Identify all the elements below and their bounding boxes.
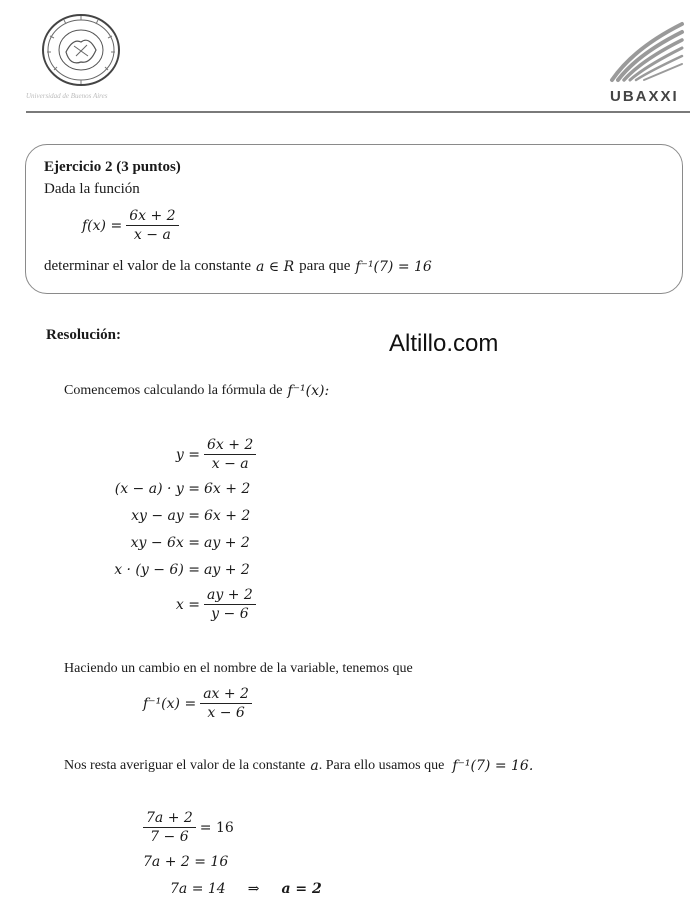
final-fraction-equation: [143, 810, 234, 845]
step3-text: Nos resta averiguar el valor de la constante: [64, 758, 306, 773]
ubaxxi-logo-text: UBAXXI: [610, 88, 679, 105]
derivation-row: [100, 481, 250, 497]
task-mid: para que: [299, 258, 351, 274]
task-condition: f⁻¹(7) = 16: [355, 258, 432, 275]
final-eq1-rhs: = 16: [199, 819, 234, 836]
derivation-lhs: (x − a) · y =: [114, 481, 200, 497]
derivation-denominator: x − a: [211, 456, 249, 472]
derivation-lhs: xy − 6x =: [130, 535, 200, 551]
derivation-row: [100, 437, 256, 472]
final-fraction-numerator: 7a + 2: [143, 810, 196, 828]
derivation-row: [100, 508, 250, 524]
implies-arrow-icon: ⇒: [247, 881, 260, 897]
function-lhs: f(x) =: [82, 217, 123, 234]
derivation-rhs: 6x + 2: [204, 508, 251, 524]
function-denominator: x − a: [133, 227, 171, 243]
ubaxxi-logo: [604, 18, 686, 104]
step2-text: Haciendo un cambio en el nombre de la variable, tenemos que: [64, 661, 413, 676]
function-numerator: 6x + 2: [126, 208, 178, 226]
step1-text: Comencemos calculando la fórmula de: [64, 383, 283, 398]
derivation-lhs: x =: [175, 596, 200, 613]
derivation-row: [100, 562, 250, 578]
derivation-lhs: y =: [175, 446, 200, 463]
derivation-numerator: ay + 2: [204, 587, 256, 605]
final-eq3-row: [170, 881, 322, 897]
derivation-rhs: ay + 2: [204, 562, 250, 578]
step3-mid: . Para ello usamos que: [318, 758, 445, 773]
derivation-row: [100, 535, 250, 551]
final-eq3: 7a = 14: [170, 881, 226, 897]
derivation-numerator: 6x + 2: [204, 437, 256, 455]
derivation-denominator: y − 6: [211, 606, 249, 622]
step1-sentence: [64, 383, 329, 399]
final-eq2: 7a + 2 = 16: [143, 854, 229, 870]
exercise-task: [44, 258, 432, 275]
step3-variable: a: [310, 758, 319, 774]
derivation-lhs: x · (y − 6) =: [114, 562, 200, 578]
inverse-denominator: x − 6: [207, 705, 245, 721]
inverse-function: [143, 686, 252, 721]
step3-sentence: [64, 758, 533, 774]
header-divider: [26, 111, 690, 113]
resolution-heading: Resolución:: [46, 327, 121, 343]
final-fraction-denominator: 7 − 6: [150, 829, 189, 845]
exercise-intro: Dada la función: [44, 181, 140, 197]
task-variable: a ∈ R: [256, 258, 295, 275]
inverse-lhs: f⁻¹(x) =: [143, 695, 197, 712]
seal-caption: Universidad de Buenos Aires: [26, 92, 108, 100]
derivation-row: [100, 587, 256, 622]
ubaxxi-swoosh-icon: [604, 18, 686, 84]
university-seal-logo: [40, 12, 122, 88]
function-definition: [82, 208, 179, 243]
inverse-numerator: ax + 2: [200, 686, 252, 704]
derivation-rhs: ay + 2: [204, 535, 250, 551]
derivation-lhs: xy − ay =: [131, 508, 200, 524]
step3-math: f⁻¹(7) = 16.: [452, 758, 534, 774]
altillo-watermark: Altillo.com: [389, 330, 499, 357]
step1-math: f⁻¹(x):: [287, 383, 330, 399]
task-text: determinar el valor de la constante: [44, 258, 251, 274]
final-answer: a = 2: [281, 881, 322, 897]
exercise-title: Ejercicio 2 (3 puntos): [44, 159, 181, 175]
derivation-rhs: 6x + 2: [204, 481, 251, 497]
